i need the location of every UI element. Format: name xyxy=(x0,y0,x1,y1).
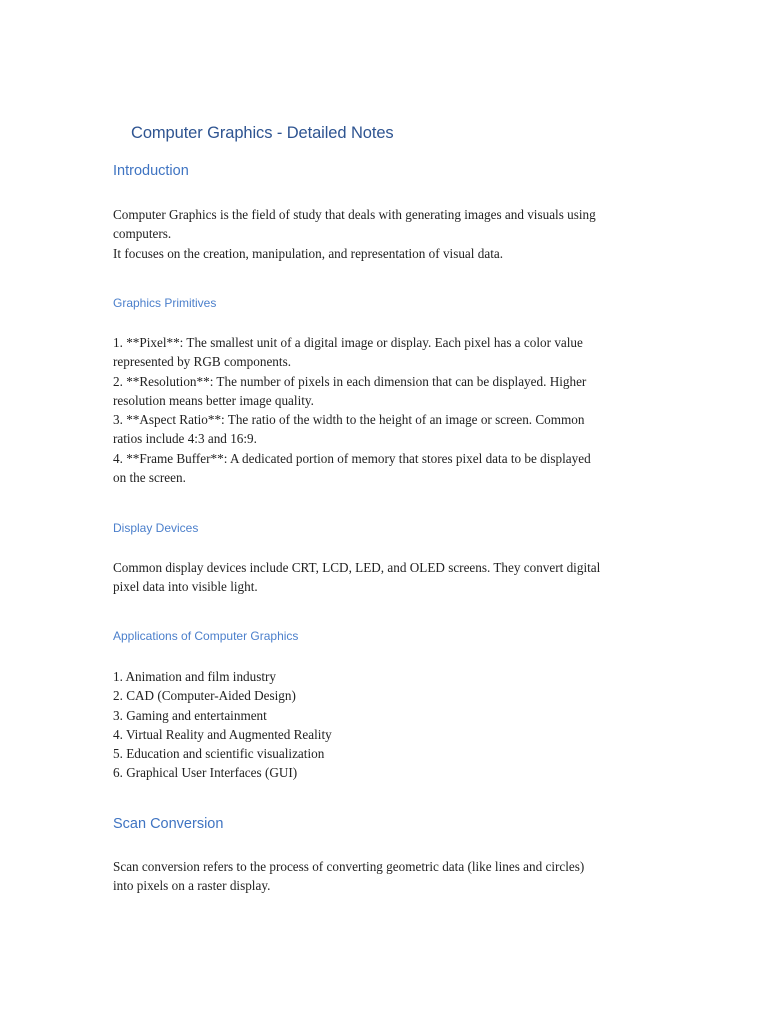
introduction-line: Computer Graphics is the field of study that deals with generating images and visuals using xyxy=(113,207,596,222)
applications-heading: Applications of Computer Graphics xyxy=(113,629,299,643)
list-item-line: on the screen. xyxy=(113,470,186,486)
list-item: 4. Virtual Reality and Augmented Reality xyxy=(113,726,332,742)
graphics-primitives-heading: Graphics Primitives xyxy=(113,296,217,310)
list-item: 2. CAD (Computer-Aided Design) xyxy=(113,688,296,704)
list-item: 3. Gaming and entertainment xyxy=(113,707,267,723)
applications-list xyxy=(113,667,658,783)
list-item-line: 2. **Resolution**: The number of pixels in each dimension that can be displayed. Higher xyxy=(113,373,587,389)
document-title: Computer Graphics - Detailed Notes xyxy=(131,124,394,142)
display-devices-heading: Display Devices xyxy=(113,521,199,535)
list-item-line: 3. **Aspect Ratio**: The ratio of the width to the height of an image or screen. Common xyxy=(113,412,585,428)
display-devices-line: Common display devices include CRT, LCD, LED, and OLED screens. They convert digital xyxy=(113,560,601,575)
list-item-line: resolution means better image quality. xyxy=(113,392,314,408)
list-item-line: 4. **Frame Buffer**: A dedicated portion of memory that stores pixel data to be displayed xyxy=(113,450,591,466)
scan-conversion-paragraph xyxy=(113,857,658,896)
display-devices-paragraph xyxy=(113,558,658,597)
list-item: 6. Graphical User Interfaces (GUI) xyxy=(113,765,298,781)
list-item: 5. Education and scientific visualization xyxy=(113,746,325,762)
list-item-line: ratios include 4:3 and 16:9. xyxy=(113,431,257,447)
introduction-heading: Introduction xyxy=(113,163,189,179)
scan-conversion-line: into pixels on a raster display. xyxy=(113,878,271,894)
scan-conversion-heading: Scan Conversion xyxy=(113,816,224,832)
introduction-paragraph xyxy=(113,205,658,263)
graphics-primitives-list xyxy=(113,333,658,487)
introduction-line: It focuses on the creation, manipulation, and representation of visual data. xyxy=(113,245,504,261)
display-devices-line: pixel data into visible light. xyxy=(113,579,258,595)
scan-conversion-line: Scan conversion refers to the process of converting geometric data (like lines and circles) xyxy=(113,859,585,874)
introduction-line: computers. xyxy=(113,226,172,242)
list-item-line: represented by RGB components. xyxy=(113,354,291,370)
list-item-line: 1. **Pixel**: The smallest unit of a digital image or display. Each pixel has a color value xyxy=(113,335,583,350)
list-item: 1. Animation and film industry xyxy=(113,669,277,684)
